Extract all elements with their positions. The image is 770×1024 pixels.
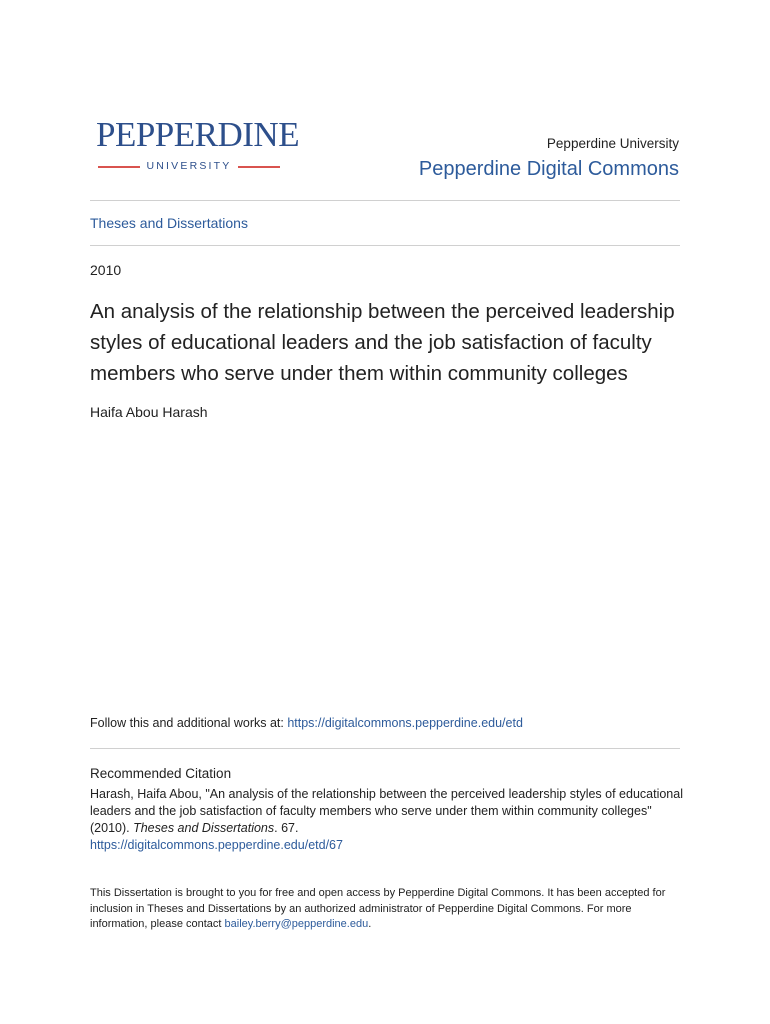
logo-subline — [96, 158, 282, 174]
divider-top — [90, 200, 680, 201]
logo-wordmark: PEPPERDINE — [96, 115, 300, 154]
author-name: Haifa Abou Harash — [90, 404, 208, 420]
access-notice-text: This Dissertation is brought to you for free and open access by Pepperdine Digital Commons. It has been accepted for inclusion in Theses and Dissertations by an authorized administrator of Pepperdine Digital Commons. For more information, please contact — [90, 887, 666, 930]
logo-left-rule — [98, 166, 140, 168]
logo-subtext: UNIVERSITY — [146, 160, 232, 172]
citation-text — [90, 786, 685, 854]
divider-citation — [90, 748, 680, 749]
repository-name[interactable]: Pepperdine Digital Commons — [418, 158, 679, 180]
series-link[interactable]: Theses and Dissertations — [90, 215, 248, 231]
institution-name: Pepperdine University — [546, 136, 679, 151]
follow-prefix: Follow this and additional works at: — [90, 716, 288, 730]
contact-email-link[interactable]: bailey.berry@pepperdine.edu — [224, 918, 369, 930]
access-notice-end: . — [368, 918, 372, 930]
citation-heading: Recommended Citation — [90, 766, 232, 781]
follow-line — [90, 716, 523, 730]
citation-link[interactable]: https://digitalcommons.pepperdine.edu/etd/67 — [90, 838, 343, 852]
citation-body: Harash, Haifa Abou, "An analysis of the relationship between the perceived leadership styles of educational leaders and the job satisfaction of faculty members who serve under them within community colleges" (2010). — [90, 787, 683, 835]
publication-year: 2010 — [90, 262, 122, 278]
follow-link[interactable]: https://digitalcommons.pepperdine.edu/etd — [287, 716, 523, 730]
access-notice — [90, 886, 680, 933]
divider-series — [90, 245, 680, 246]
citation-series: Theses and Dissertations — [133, 821, 275, 835]
citation-number: . 67. — [274, 821, 299, 835]
document-title: An analysis of the relationship between the perceived leadership styles of educational leaders and the job satisfaction of faculty members who serve under them within community colleges — [90, 300, 675, 385]
pepperdine-logo — [96, 115, 300, 178]
logo-right-rule — [238, 166, 280, 168]
